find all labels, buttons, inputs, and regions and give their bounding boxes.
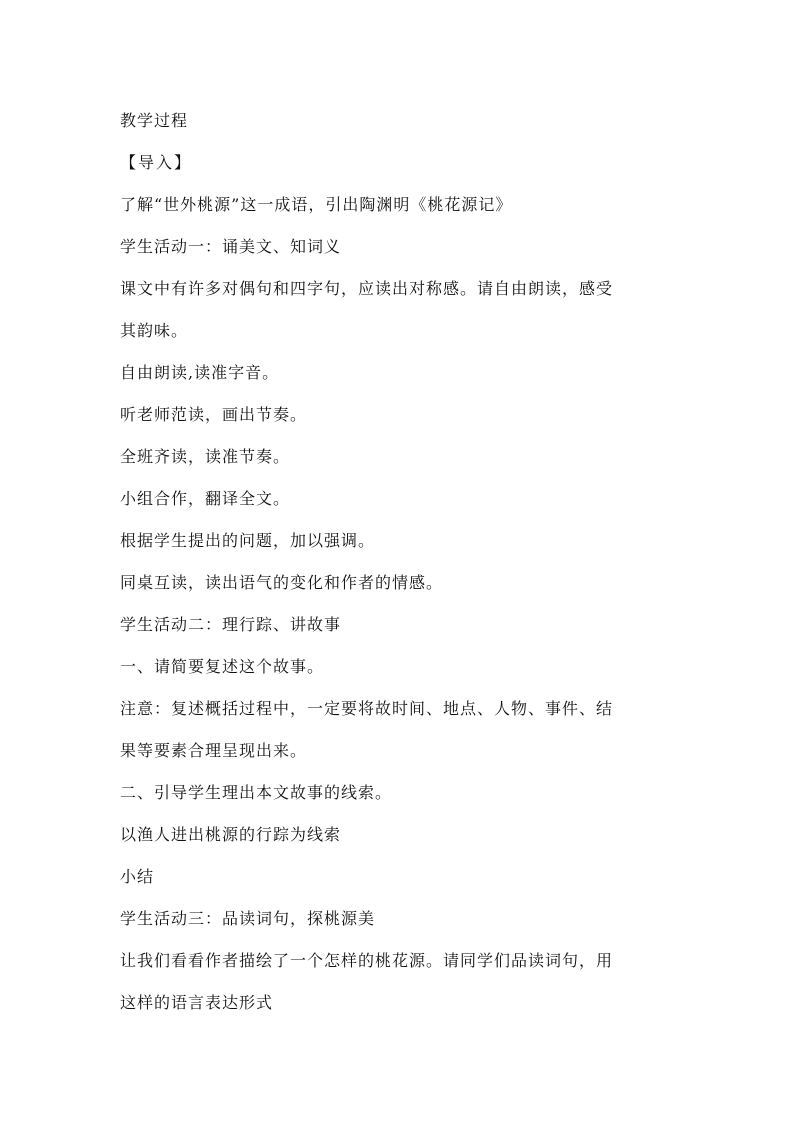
text-line: 其韵味。 <box>120 321 189 340</box>
text-line: 根据学生提出的问题，加以强调。 <box>120 531 376 550</box>
text-line: 同桌互读，读出语气的变化和作者的情感。 <box>120 573 444 592</box>
activity-heading-one: 学生活动一：诵美文、知词义 <box>120 237 342 256</box>
text-line: 让我们看看作者描绘了一个怎样的桃花源。请同学们品读词句，用 <box>120 951 614 970</box>
text-line: 听老师范读，画出节奏。 <box>120 405 308 424</box>
text-line: 课文中有许多对偶句和四字句，应读出对称感。请自由朗读，感受 <box>120 279 614 298</box>
text-line: 一、请简要复述这个故事。 <box>120 657 325 676</box>
summary-heading: 小结 <box>120 867 155 886</box>
section-heading-introduction: 【导入】 <box>120 153 193 172</box>
text-line: 果等要素合理呈现出来。 <box>120 741 308 760</box>
text-line: 自由朗读,读准字音。 <box>120 363 280 382</box>
activity-heading-two: 学生活动二：理行踪、讲故事 <box>120 615 342 634</box>
document-body <box>120 100 680 1024</box>
text-line: 二、引导学生理出本文故事的线索。 <box>120 783 393 802</box>
text-line: 以渔人进出桃源的行踪为线索 <box>120 825 342 844</box>
text-line: 了解“世外桃源”这一成语，引出陶渊明《桃花源记》 <box>120 195 513 214</box>
text-line: 注意：复述概括过程中，一定要将故时间、地点、人物、事件、结 <box>120 699 614 718</box>
text-line: 这样的语言表达形式 <box>120 993 274 1012</box>
text-line: 小组合作，翻译全文。 <box>120 489 291 508</box>
text-line: 全班齐读，读准节奏。 <box>120 447 291 466</box>
activity-heading-three: 学生活动三：品读词句，探桃源美 <box>120 909 376 928</box>
section-heading-teaching-process: 教学过程 <box>120 111 189 130</box>
